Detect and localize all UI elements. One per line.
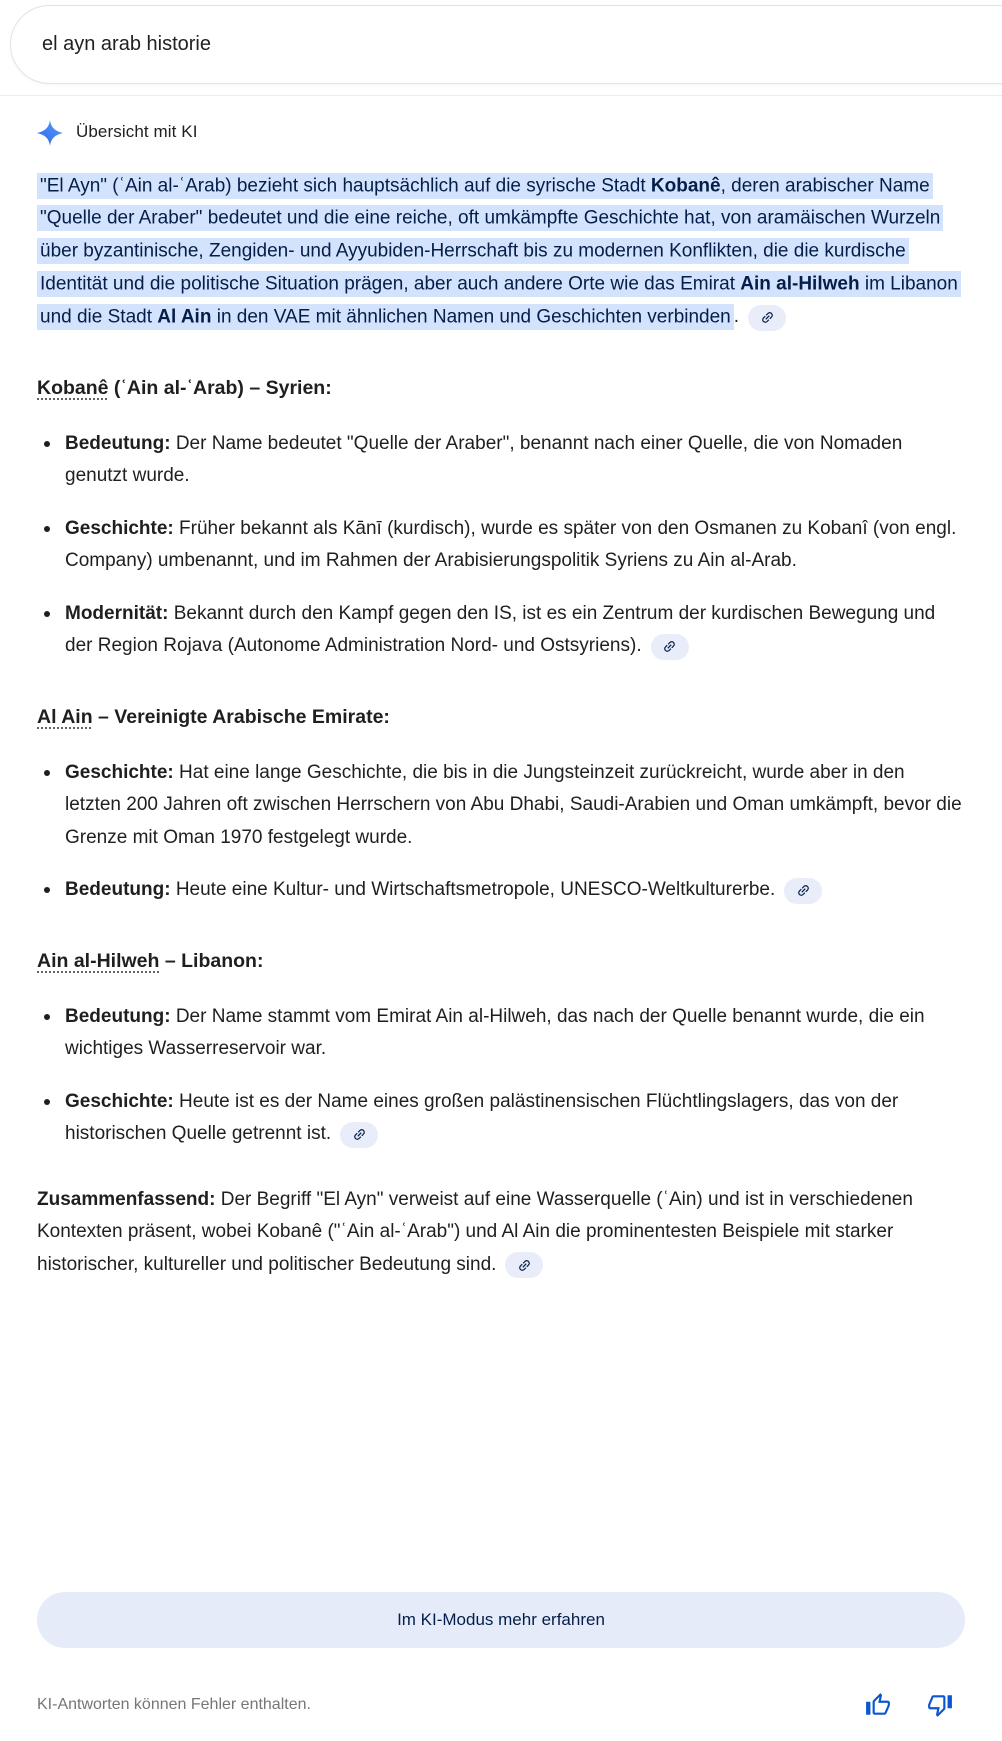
link-icon [659, 636, 680, 657]
bullet-lead: Geschichte: [65, 761, 174, 783]
list-item: Geschichte: Hat eine lange Geschichte, die bis in die Jungsteinzeit zurückreicht, wurde aber in den letzten 200 Jahren oft zwischen Herrschern von Abu Dhabi, Saudi-Arabien und Oman umkämpft, bevor die Grenze mit Oman 1970 festgelegt wurde. [37, 757, 965, 855]
overview-text: "El Ayn" (ʿAin al-ʿArab) bezieht sich hauptsächlich auf die syrische Stadt [40, 175, 651, 196]
source-link-chip[interactable] [505, 1252, 543, 1278]
list-item: Geschichte: Heute ist es der Name eines großen palästinensischen Flüchtlingslagers, das von der historischen Quelle getrennt ist. [37, 1086, 965, 1151]
search-input[interactable] [42, 33, 866, 56]
overview-paragraph: "El Ayn" (ʿAin al-ʿArab) bezieht sich hauptsächlich auf die syrische Stadt Kobanê, deren arabischer Name "Quelle der Araber" bedeutet und die eine reiche, oft umkämpfte Geschichte hat, von aramäischen Wurzeln über byzantinische, Zengiden- und Ayyubiden-Herrschaft bis zu modernen Konflikten, die die kurdische Identität und die politische Situation prägen, aber auch andere Orte wie das Emirat Ain al-Hilweh im Libanon und die Stadt Al Ain in den VAE mit ähnlichen Namen und Geschichten verbinden . [37, 170, 965, 334]
bullet-lead: Geschichte: [65, 517, 174, 539]
section-heading-al-ain: Al Ain – Vereinigte Arabische Emirate: [37, 705, 390, 728]
overview-bold-ain-al-hilweh: Ain al-Hilweh [740, 273, 860, 295]
source-link-chip[interactable] [784, 878, 822, 904]
link-icon [756, 307, 777, 328]
ai-mode-button[interactable]: Im KI-Modus mehr erfahren [37, 1592, 965, 1648]
summary-paragraph: Zusammenfassend: Der Begriff "El Ayn" verweist auf eine Wasserquelle (ʿAin) und ist in verschiedenen Kontexten präsent, wobei Kobanê ("ʿAin al-ʿArab") und Al Ain die prominentesten Beispiele mit starker historischer, kultureller und politischer Bedeutung sind. [37, 1184, 965, 1282]
section-heading-ain-al-hilweh: Ain al-Hilweh – Libanon: [37, 949, 264, 972]
thumb-down-icon [927, 1692, 953, 1718]
bullet-lead: Bedeutung: [65, 879, 171, 901]
source-link-chip[interactable] [340, 1122, 378, 1148]
bullet-lead: Geschichte: [65, 1090, 174, 1112]
divider [0, 95, 1002, 96]
summary-lead: Zusammenfassend: [37, 1188, 216, 1210]
thumbs-up-button[interactable] [865, 1692, 891, 1718]
bullet-lead: Bedeutung: [65, 432, 171, 454]
ai-overview-title: Übersicht mit KI [76, 122, 198, 142]
overview-bold-kobane: Kobanê [650, 175, 721, 196]
list-item: Geschichte: Früher bekannt als Kānī (kurdisch), wurde es später von den Osmanen zu Kobanî (von engl. Company) umbenannt, und im Rahmen der Arabisierungspolitik Syriens zu Ain al-Arab. [37, 513, 965, 578]
list-item: Bedeutung: Der Name stammt vom Emirat Ain al-Hilweh, das nach der Quelle benannt wurde, die ein wichtiges Wasserreservoir war. [37, 1001, 965, 1066]
source-link-chip[interactable] [651, 634, 689, 660]
thumb-up-icon [865, 1692, 891, 1718]
list-item: Bedeutung: Der Name bedeutet "Quelle der Araber", benannt nach einer Quelle, die von Nomaden genutzt wurde. [37, 428, 965, 493]
source-link-chip[interactable] [748, 305, 786, 331]
search-bar-region [0, 0, 1002, 96]
section-ain-al-hilweh-list [37, 1001, 965, 1151]
ai-disclaimer: KI-Antworten können Fehler enthalten. [37, 1696, 311, 1713]
ai-overview-header [37, 119, 965, 146]
list-item: Bedeutung: Heute eine Kultur- und Wirtschaftsmetropole, UNESCO-Weltkulturerbe. [37, 874, 965, 907]
bullet-lead: Bedeutung: [65, 1005, 171, 1027]
bullet-lead: Modernität: [65, 602, 169, 624]
footer-row [37, 1692, 965, 1718]
search-box[interactable] [10, 5, 1002, 84]
section-heading-kobane: Kobanê (ʿAin al-ʿArab) – Syrien: [37, 376, 332, 399]
link-icon [793, 880, 814, 901]
list-item: Modernität: Bekannt durch den Kampf gegen den IS, ist es ein Zentrum der kurdischen Bewegung und der Region Rojava (Autonome Administration Nord- und Ostsyriens). [37, 598, 965, 663]
overview-bold-al-ain: Al Ain [157, 306, 212, 328]
ai-sparkle-icon [37, 120, 63, 146]
section-al-ain-list [37, 757, 965, 907]
link-icon [349, 1124, 370, 1145]
section-kobane-list [37, 428, 965, 663]
link-icon [514, 1255, 535, 1276]
thumbs-down-button[interactable] [927, 1692, 953, 1718]
